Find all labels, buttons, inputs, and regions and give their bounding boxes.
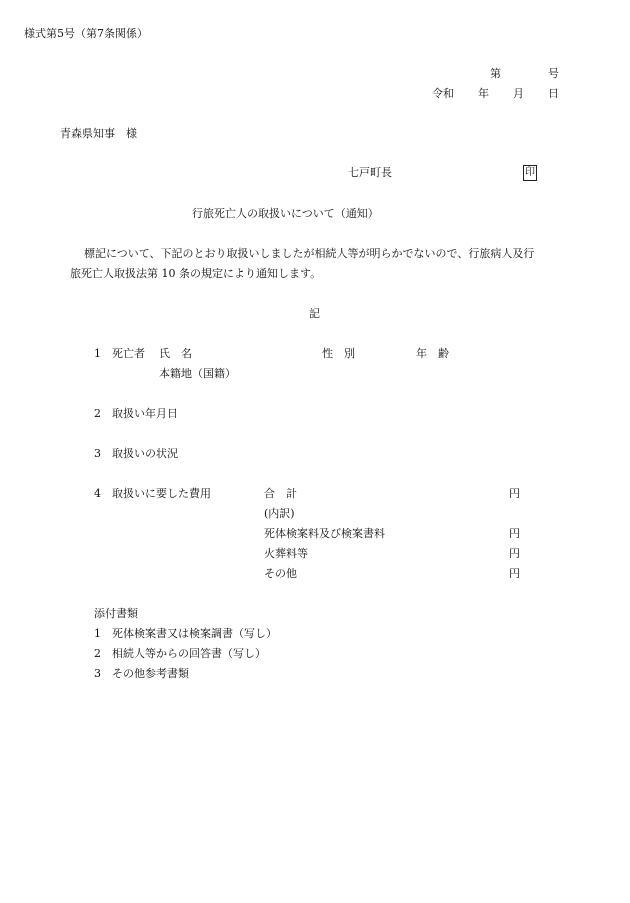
- item-1-label: 死亡者: [112, 347, 145, 360]
- item-3-label: 取扱いの状況: [112, 447, 178, 460]
- item-2-number: 2: [94, 407, 101, 420]
- attachment-3-number: 3: [94, 667, 101, 680]
- date-year: 年: [478, 87, 489, 100]
- document-title: 行旅死亡人の取扱いについて（通知）: [192, 207, 379, 220]
- cost-total-label: 合 計: [264, 487, 297, 500]
- attachment-2: 相続人等からの回答書（写し）: [112, 647, 266, 660]
- addressee: 青森県知事 様: [60, 127, 137, 140]
- item-4-label: 取扱いに要した費用: [112, 487, 211, 500]
- item-1-number: 1: [94, 347, 101, 360]
- date-month: 月: [513, 87, 524, 100]
- cost-other-yen: 円: [509, 567, 520, 580]
- form-number: 様式第5号（第7条関係）: [24, 27, 148, 40]
- doc-number-prefix: 第: [490, 67, 501, 80]
- cost-cremation-yen: 円: [509, 547, 520, 560]
- date-day: 日: [548, 87, 559, 100]
- seal-mark: 印: [523, 165, 537, 181]
- item-4-number: 4: [94, 487, 101, 500]
- doc-number-suffix: 号: [548, 67, 559, 80]
- body-line-2: 旅死亡人取扱法第 10 条の規定により通知します。: [70, 267, 322, 280]
- cost-autopsy-yen: 円: [509, 527, 520, 540]
- cost-other-label: その他: [264, 567, 297, 580]
- cost-breakdown-label: (内訳): [264, 507, 295, 520]
- body-line-1: 標記について、下記のとおり取扱いしましたが相続人等が明らかでないので、行旅病人及行: [84, 247, 535, 260]
- cost-cremation-label: 火葬料等: [264, 547, 308, 560]
- attachment-3: その他参考書類: [112, 667, 189, 680]
- cost-total-yen: 円: [509, 487, 520, 500]
- item-1-domicile-field: 本籍地（国籍）: [159, 367, 236, 380]
- item-3-number: 3: [94, 447, 101, 460]
- item-1-sex-field: 性 別: [322, 347, 355, 360]
- date-era: 令和: [432, 87, 454, 100]
- attachment-1: 死体検案書又は検案調書（写し）: [112, 627, 277, 640]
- attachments-heading: 添付書類: [94, 607, 138, 620]
- ki-heading: 記: [309, 307, 320, 320]
- item-1-age-field: 年 齢: [416, 347, 449, 360]
- item-1-name-field: 氏 名: [159, 347, 192, 360]
- sender-name: 七戸町長: [348, 166, 392, 179]
- attachment-2-number: 2: [94, 647, 101, 660]
- attachment-1-number: 1: [94, 627, 101, 640]
- cost-autopsy-label: 死体検案料及び検案書料: [264, 527, 385, 540]
- item-2-label: 取扱い年月日: [112, 407, 178, 420]
